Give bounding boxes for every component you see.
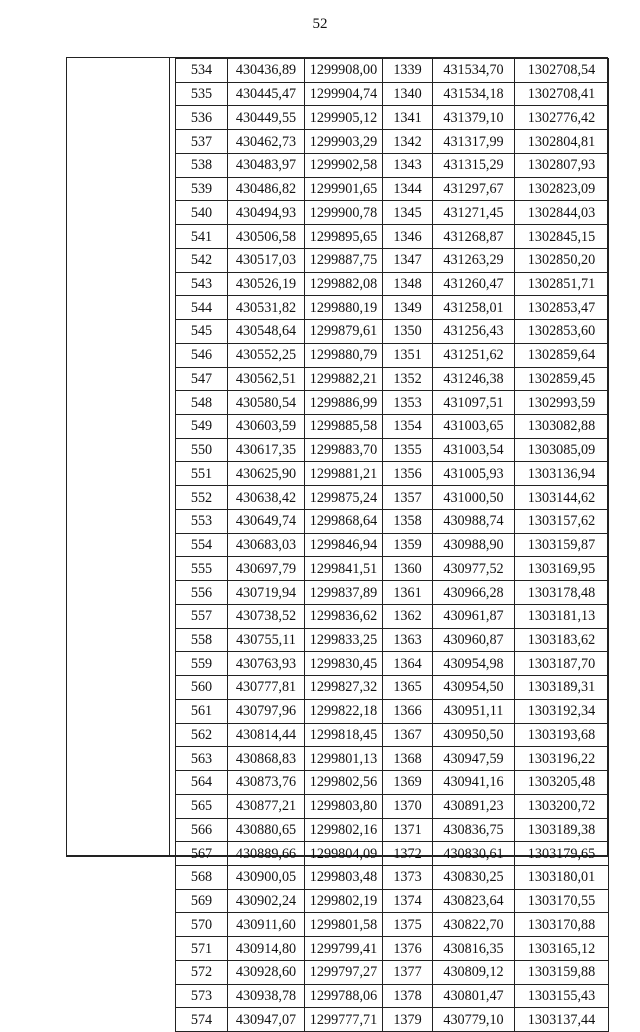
y-coordinate-a-cell: 1299837,89 <box>305 581 383 605</box>
x-coordinate-b-cell: 430836,75 <box>433 818 515 842</box>
y-coordinate-a-cell: 1299908,00 <box>305 59 383 83</box>
table-row <box>176 438 609 462</box>
table-row <box>176 913 609 937</box>
y-coordinate-b-cell: 1302993,59 <box>515 391 609 415</box>
table-row <box>176 723 609 747</box>
x-coordinate-a-cell: 430719,94 <box>228 581 305 605</box>
y-coordinate-a-cell: 1299804,09 <box>305 842 383 866</box>
y-coordinate-b-cell: 1303181,13 <box>515 604 609 628</box>
x-coordinate-a-cell: 430445,47 <box>228 82 305 106</box>
y-coordinate-b-cell: 1303178,48 <box>515 581 609 605</box>
y-coordinate-a-cell: 1299827,32 <box>305 676 383 700</box>
y-coordinate-b-cell: 1303193,68 <box>515 723 609 747</box>
point-number-a-cell: 542 <box>176 248 228 272</box>
y-coordinate-b-cell: 1303136,94 <box>515 462 609 486</box>
point-number-a-cell: 556 <box>176 581 228 605</box>
x-coordinate-b-cell: 430950,50 <box>433 723 515 747</box>
point-number-a-cell: 565 <box>176 794 228 818</box>
point-number-b-cell: 1373 <box>383 865 433 889</box>
x-coordinate-b-cell: 430830,25 <box>433 865 515 889</box>
y-coordinate-b-cell: 1302776,42 <box>515 106 609 130</box>
point-number-b-cell: 1339 <box>383 59 433 83</box>
point-number-b-cell: 1377 <box>383 960 433 984</box>
x-coordinate-a-cell: 430552,25 <box>228 343 305 367</box>
x-coordinate-a-cell: 430797,96 <box>228 699 305 723</box>
table-row <box>176 865 609 889</box>
point-number-a-cell: 546 <box>176 343 228 367</box>
table-row <box>176 771 609 795</box>
x-coordinate-b-cell: 431246,38 <box>433 367 515 391</box>
table-row <box>176 367 609 391</box>
point-number-b-cell: 1357 <box>383 486 433 510</box>
point-number-b-cell: 1350 <box>383 320 433 344</box>
table-row <box>176 486 609 510</box>
table-row <box>176 747 609 771</box>
x-coordinate-b-cell: 431271,45 <box>433 201 515 225</box>
point-number-b-cell: 1360 <box>383 557 433 581</box>
x-coordinate-a-cell: 430777,81 <box>228 676 305 700</box>
point-number-a-cell: 569 <box>176 889 228 913</box>
x-coordinate-b-cell: 430966,28 <box>433 581 515 605</box>
x-coordinate-b-cell: 430954,50 <box>433 676 515 700</box>
x-coordinate-a-cell: 430868,83 <box>228 747 305 771</box>
y-coordinate-a-cell: 1299868,64 <box>305 509 383 533</box>
y-coordinate-b-cell: 1303170,88 <box>515 913 609 937</box>
y-coordinate-b-cell: 1303165,12 <box>515 937 609 961</box>
x-coordinate-b-cell: 431534,18 <box>433 82 515 106</box>
point-number-b-cell: 1352 <box>383 367 433 391</box>
x-coordinate-a-cell: 430506,58 <box>228 225 305 249</box>
x-coordinate-a-cell: 430562,51 <box>228 367 305 391</box>
table-row <box>176 984 609 1008</box>
point-number-a-cell: 555 <box>176 557 228 581</box>
y-coordinate-a-cell: 1299799,41 <box>305 937 383 961</box>
x-coordinate-b-cell: 430801,47 <box>433 984 515 1008</box>
y-coordinate-a-cell: 1299801,13 <box>305 747 383 771</box>
y-coordinate-b-cell: 1302859,64 <box>515 343 609 367</box>
y-coordinate-b-cell: 1302851,71 <box>515 272 609 296</box>
frame-divider-line <box>169 58 170 856</box>
x-coordinate-a-cell: 430531,82 <box>228 296 305 320</box>
y-coordinate-a-cell: 1299777,71 <box>305 1008 383 1032</box>
point-number-a-cell: 560 <box>176 676 228 700</box>
point-number-a-cell: 543 <box>176 272 228 296</box>
point-number-b-cell: 1369 <box>383 771 433 795</box>
x-coordinate-a-cell: 430938,78 <box>228 984 305 1008</box>
y-coordinate-a-cell: 1299883,70 <box>305 438 383 462</box>
x-coordinate-a-cell: 430548,64 <box>228 320 305 344</box>
x-coordinate-a-cell: 430947,07 <box>228 1008 305 1032</box>
y-coordinate-b-cell: 1303169,95 <box>515 557 609 581</box>
point-number-b-cell: 1361 <box>383 581 433 605</box>
point-number-a-cell: 534 <box>176 59 228 83</box>
y-coordinate-a-cell: 1299879,61 <box>305 320 383 344</box>
point-number-b-cell: 1358 <box>383 509 433 533</box>
x-coordinate-a-cell: 430436,89 <box>228 59 305 83</box>
point-number-b-cell: 1372 <box>383 842 433 866</box>
x-coordinate-b-cell: 431263,29 <box>433 248 515 272</box>
table-row <box>176 557 609 581</box>
table-row <box>176 130 609 154</box>
y-coordinate-a-cell: 1299904,74 <box>305 82 383 106</box>
y-coordinate-a-cell: 1299822,18 <box>305 699 383 723</box>
x-coordinate-a-cell: 430517,03 <box>228 248 305 272</box>
point-number-b-cell: 1365 <box>383 676 433 700</box>
table-row <box>176 628 609 652</box>
x-coordinate-a-cell: 430877,21 <box>228 794 305 818</box>
y-coordinate-a-cell: 1299802,16 <box>305 818 383 842</box>
point-number-b-cell: 1354 <box>383 415 433 439</box>
table-row <box>176 818 609 842</box>
x-coordinate-a-cell: 430649,74 <box>228 509 305 533</box>
x-coordinate-a-cell: 430486,82 <box>228 177 305 201</box>
table-row <box>176 296 609 320</box>
x-coordinate-a-cell: 430580,54 <box>228 391 305 415</box>
page-number: 52 <box>312 16 328 32</box>
table-row <box>176 82 609 106</box>
y-coordinate-a-cell: 1299881,21 <box>305 462 383 486</box>
point-number-b-cell: 1342 <box>383 130 433 154</box>
x-coordinate-a-cell: 430814,44 <box>228 723 305 747</box>
point-number-a-cell: 566 <box>176 818 228 842</box>
point-number-b-cell: 1355 <box>383 438 433 462</box>
x-coordinate-a-cell: 430697,79 <box>228 557 305 581</box>
point-number-b-cell: 1371 <box>383 818 433 842</box>
x-coordinate-a-cell: 430462,73 <box>228 130 305 154</box>
y-coordinate-a-cell: 1299802,19 <box>305 889 383 913</box>
y-coordinate-a-cell: 1299900,78 <box>305 201 383 225</box>
point-number-a-cell: 570 <box>176 913 228 937</box>
x-coordinate-b-cell: 431297,67 <box>433 177 515 201</box>
table-row <box>176 533 609 557</box>
y-coordinate-b-cell: 1303196,22 <box>515 747 609 771</box>
x-coordinate-b-cell: 430779,10 <box>433 1008 515 1032</box>
y-coordinate-a-cell: 1299788,06 <box>305 984 383 1008</box>
y-coordinate-b-cell: 1303085,09 <box>515 438 609 462</box>
table-row <box>176 272 609 296</box>
coordinates-table <box>175 58 609 1032</box>
point-number-a-cell: 557 <box>176 604 228 628</box>
y-coordinate-a-cell: 1299885,58 <box>305 415 383 439</box>
y-coordinate-b-cell: 1303155,43 <box>515 984 609 1008</box>
y-coordinate-a-cell: 1299905,12 <box>305 106 383 130</box>
point-number-a-cell: 537 <box>176 130 228 154</box>
table-row <box>176 201 609 225</box>
y-coordinate-a-cell: 1299902,58 <box>305 153 383 177</box>
point-number-b-cell: 1345 <box>383 201 433 225</box>
point-number-a-cell: 541 <box>176 225 228 249</box>
point-number-b-cell: 1340 <box>383 82 433 106</box>
y-coordinate-a-cell: 1299818,45 <box>305 723 383 747</box>
point-number-a-cell: 539 <box>176 177 228 201</box>
x-coordinate-b-cell: 430947,59 <box>433 747 515 771</box>
x-coordinate-a-cell: 430617,35 <box>228 438 305 462</box>
x-coordinate-b-cell: 431317,99 <box>433 130 515 154</box>
table-row <box>176 415 609 439</box>
point-number-a-cell: 540 <box>176 201 228 225</box>
y-coordinate-b-cell: 1302844,03 <box>515 201 609 225</box>
x-coordinate-b-cell: 430891,23 <box>433 794 515 818</box>
table-row <box>176 391 609 415</box>
point-number-b-cell: 1364 <box>383 652 433 676</box>
table-row <box>176 960 609 984</box>
point-number-a-cell: 562 <box>176 723 228 747</box>
point-number-b-cell: 1376 <box>383 937 433 961</box>
x-coordinate-a-cell: 430928,60 <box>228 960 305 984</box>
x-coordinate-b-cell: 430960,87 <box>433 628 515 652</box>
x-coordinate-a-cell: 430902,24 <box>228 889 305 913</box>
point-number-b-cell: 1356 <box>383 462 433 486</box>
x-coordinate-a-cell: 430638,42 <box>228 486 305 510</box>
point-number-a-cell: 551 <box>176 462 228 486</box>
table-row <box>176 937 609 961</box>
x-coordinate-b-cell: 430823,64 <box>433 889 515 913</box>
point-number-b-cell: 1367 <box>383 723 433 747</box>
point-number-a-cell: 558 <box>176 628 228 652</box>
point-number-b-cell: 1353 <box>383 391 433 415</box>
y-coordinate-a-cell: 1299901,65 <box>305 177 383 201</box>
table-row <box>176 225 609 249</box>
x-coordinate-b-cell: 431534,70 <box>433 59 515 83</box>
y-coordinate-b-cell: 1303192,34 <box>515 699 609 723</box>
x-coordinate-a-cell: 430494,93 <box>228 201 305 225</box>
y-coordinate-a-cell: 1299895,65 <box>305 225 383 249</box>
x-coordinate-b-cell: 430954,98 <box>433 652 515 676</box>
table-row <box>176 462 609 486</box>
point-number-a-cell: 563 <box>176 747 228 771</box>
y-coordinate-a-cell: 1299830,45 <box>305 652 383 676</box>
y-coordinate-b-cell: 1302853,60 <box>515 320 609 344</box>
y-coordinate-b-cell: 1303179,65 <box>515 842 609 866</box>
x-coordinate-b-cell: 431097,51 <box>433 391 515 415</box>
point-number-a-cell: 535 <box>176 82 228 106</box>
y-coordinate-b-cell: 1303200,72 <box>515 794 609 818</box>
point-number-a-cell: 545 <box>176 320 228 344</box>
y-coordinate-b-cell: 1303144,62 <box>515 486 609 510</box>
point-number-a-cell: 544 <box>176 296 228 320</box>
y-coordinate-a-cell: 1299882,08 <box>305 272 383 296</box>
table-row <box>176 509 609 533</box>
y-coordinate-a-cell: 1299797,27 <box>305 960 383 984</box>
point-number-a-cell: 572 <box>176 960 228 984</box>
point-number-a-cell: 538 <box>176 153 228 177</box>
y-coordinate-b-cell: 1303183,62 <box>515 628 609 652</box>
point-number-a-cell: 568 <box>176 865 228 889</box>
x-coordinate-a-cell: 430625,90 <box>228 462 305 486</box>
x-coordinate-a-cell: 430911,60 <box>228 913 305 937</box>
table-row <box>176 699 609 723</box>
table-row <box>176 1008 609 1032</box>
point-number-a-cell: 559 <box>176 652 228 676</box>
point-number-a-cell: 561 <box>176 699 228 723</box>
table-row <box>176 604 609 628</box>
table-row <box>176 581 609 605</box>
y-coordinate-b-cell: 1303170,55 <box>515 889 609 913</box>
point-number-b-cell: 1343 <box>383 153 433 177</box>
table-row <box>176 343 609 367</box>
x-coordinate-b-cell: 430816,35 <box>433 937 515 961</box>
point-number-a-cell: 564 <box>176 771 228 795</box>
point-number-b-cell: 1378 <box>383 984 433 1008</box>
point-number-b-cell: 1375 <box>383 913 433 937</box>
y-coordinate-a-cell: 1299846,94 <box>305 533 383 557</box>
y-coordinate-b-cell: 1303157,62 <box>515 509 609 533</box>
x-coordinate-a-cell: 430526,19 <box>228 272 305 296</box>
x-coordinate-b-cell: 430830,61 <box>433 842 515 866</box>
point-number-a-cell: 567 <box>176 842 228 866</box>
point-number-b-cell: 1349 <box>383 296 433 320</box>
y-coordinate-a-cell: 1299836,62 <box>305 604 383 628</box>
y-coordinate-b-cell: 1302853,47 <box>515 296 609 320</box>
x-coordinate-a-cell: 430880,65 <box>228 818 305 842</box>
table-row <box>176 842 609 866</box>
x-coordinate-b-cell: 431000,50 <box>433 486 515 510</box>
table-row <box>176 676 609 700</box>
y-coordinate-a-cell: 1299803,48 <box>305 865 383 889</box>
y-coordinate-b-cell: 1303189,31 <box>515 676 609 700</box>
y-coordinate-b-cell: 1302859,45 <box>515 367 609 391</box>
point-number-b-cell: 1374 <box>383 889 433 913</box>
y-coordinate-a-cell: 1299875,24 <box>305 486 383 510</box>
point-number-a-cell: 574 <box>176 1008 228 1032</box>
point-number-a-cell: 554 <box>176 533 228 557</box>
point-number-a-cell: 549 <box>176 415 228 439</box>
x-coordinate-b-cell: 430941,16 <box>433 771 515 795</box>
x-coordinate-b-cell: 430961,87 <box>433 604 515 628</box>
point-number-b-cell: 1370 <box>383 794 433 818</box>
table-row <box>176 652 609 676</box>
y-coordinate-a-cell: 1299801,58 <box>305 913 383 937</box>
point-number-a-cell: 548 <box>176 391 228 415</box>
point-number-a-cell: 573 <box>176 984 228 1008</box>
y-coordinate-a-cell: 1299880,79 <box>305 343 383 367</box>
table-row <box>176 794 609 818</box>
y-coordinate-a-cell: 1299887,75 <box>305 248 383 272</box>
table-row <box>176 59 609 83</box>
point-number-b-cell: 1351 <box>383 343 433 367</box>
y-coordinate-b-cell: 1303082,88 <box>515 415 609 439</box>
y-coordinate-b-cell: 1303159,88 <box>515 960 609 984</box>
y-coordinate-a-cell: 1299833,25 <box>305 628 383 652</box>
y-coordinate-b-cell: 1302807,93 <box>515 153 609 177</box>
x-coordinate-a-cell: 430603,59 <box>228 415 305 439</box>
point-number-a-cell: 552 <box>176 486 228 510</box>
x-coordinate-a-cell: 430755,11 <box>228 628 305 652</box>
x-coordinate-b-cell: 430822,70 <box>433 913 515 937</box>
x-coordinate-b-cell: 430988,74 <box>433 509 515 533</box>
table-row <box>176 248 609 272</box>
point-number-b-cell: 1379 <box>383 1008 433 1032</box>
x-coordinate-b-cell: 431258,01 <box>433 296 515 320</box>
x-coordinate-a-cell: 430889,66 <box>228 842 305 866</box>
x-coordinate-b-cell: 430988,90 <box>433 533 515 557</box>
x-coordinate-b-cell: 430809,12 <box>433 960 515 984</box>
point-number-a-cell: 547 <box>176 367 228 391</box>
y-coordinate-b-cell: 1302823,09 <box>515 177 609 201</box>
x-coordinate-b-cell: 431379,10 <box>433 106 515 130</box>
y-coordinate-b-cell: 1303189,38 <box>515 818 609 842</box>
y-coordinate-b-cell: 1302850,20 <box>515 248 609 272</box>
y-coordinate-a-cell: 1299886,99 <box>305 391 383 415</box>
point-number-b-cell: 1348 <box>383 272 433 296</box>
table-row <box>176 177 609 201</box>
x-coordinate-b-cell: 431003,54 <box>433 438 515 462</box>
point-number-a-cell: 571 <box>176 937 228 961</box>
x-coordinate-a-cell: 430683,03 <box>228 533 305 557</box>
point-number-b-cell: 1341 <box>383 106 433 130</box>
table-row <box>176 106 609 130</box>
point-number-b-cell: 1359 <box>383 533 433 557</box>
x-coordinate-b-cell: 431315,29 <box>433 153 515 177</box>
y-coordinate-b-cell: 1302845,15 <box>515 225 609 249</box>
x-coordinate-a-cell: 430873,76 <box>228 771 305 795</box>
y-coordinate-b-cell: 1303137,44 <box>515 1008 609 1032</box>
y-coordinate-b-cell: 1303187,70 <box>515 652 609 676</box>
x-coordinate-a-cell: 430483,97 <box>228 153 305 177</box>
y-coordinate-b-cell: 1302708,54 <box>515 59 609 83</box>
x-coordinate-b-cell: 430951,11 <box>433 699 515 723</box>
point-number-a-cell: 536 <box>176 106 228 130</box>
x-coordinate-a-cell: 430738,52 <box>228 604 305 628</box>
x-coordinate-a-cell: 430900,05 <box>228 865 305 889</box>
point-number-a-cell: 550 <box>176 438 228 462</box>
point-number-b-cell: 1362 <box>383 604 433 628</box>
y-coordinate-b-cell: 1303159,87 <box>515 533 609 557</box>
point-number-b-cell: 1346 <box>383 225 433 249</box>
y-coordinate-a-cell: 1299880,19 <box>305 296 383 320</box>
x-coordinate-b-cell: 431268,87 <box>433 225 515 249</box>
y-coordinate-b-cell: 1303180,01 <box>515 865 609 889</box>
table-row <box>176 153 609 177</box>
point-number-b-cell: 1363 <box>383 628 433 652</box>
x-coordinate-a-cell: 430914,80 <box>228 937 305 961</box>
x-coordinate-b-cell: 431260,47 <box>433 272 515 296</box>
x-coordinate-a-cell: 430763,93 <box>228 652 305 676</box>
y-coordinate-b-cell: 1302708,41 <box>515 82 609 106</box>
x-coordinate-b-cell: 431256,43 <box>433 320 515 344</box>
y-coordinate-b-cell: 1303205,48 <box>515 771 609 795</box>
y-coordinate-a-cell: 1299802,56 <box>305 771 383 795</box>
x-coordinate-a-cell: 430449,55 <box>228 106 305 130</box>
point-number-a-cell: 553 <box>176 509 228 533</box>
point-number-b-cell: 1368 <box>383 747 433 771</box>
table-row <box>176 320 609 344</box>
x-coordinate-b-cell: 431005,93 <box>433 462 515 486</box>
y-coordinate-a-cell: 1299803,80 <box>305 794 383 818</box>
y-coordinate-a-cell: 1299882,21 <box>305 367 383 391</box>
x-coordinate-b-cell: 431251,62 <box>433 343 515 367</box>
y-coordinate-b-cell: 1302804,81 <box>515 130 609 154</box>
y-coordinate-a-cell: 1299903,29 <box>305 130 383 154</box>
x-coordinate-b-cell: 431003,65 <box>433 415 515 439</box>
point-number-b-cell: 1344 <box>383 177 433 201</box>
point-number-b-cell: 1347 <box>383 248 433 272</box>
y-coordinate-a-cell: 1299841,51 <box>305 557 383 581</box>
x-coordinate-b-cell: 430977,52 <box>433 557 515 581</box>
table-row <box>176 889 609 913</box>
point-number-b-cell: 1366 <box>383 699 433 723</box>
coordinates-table-body <box>176 59 609 1032</box>
